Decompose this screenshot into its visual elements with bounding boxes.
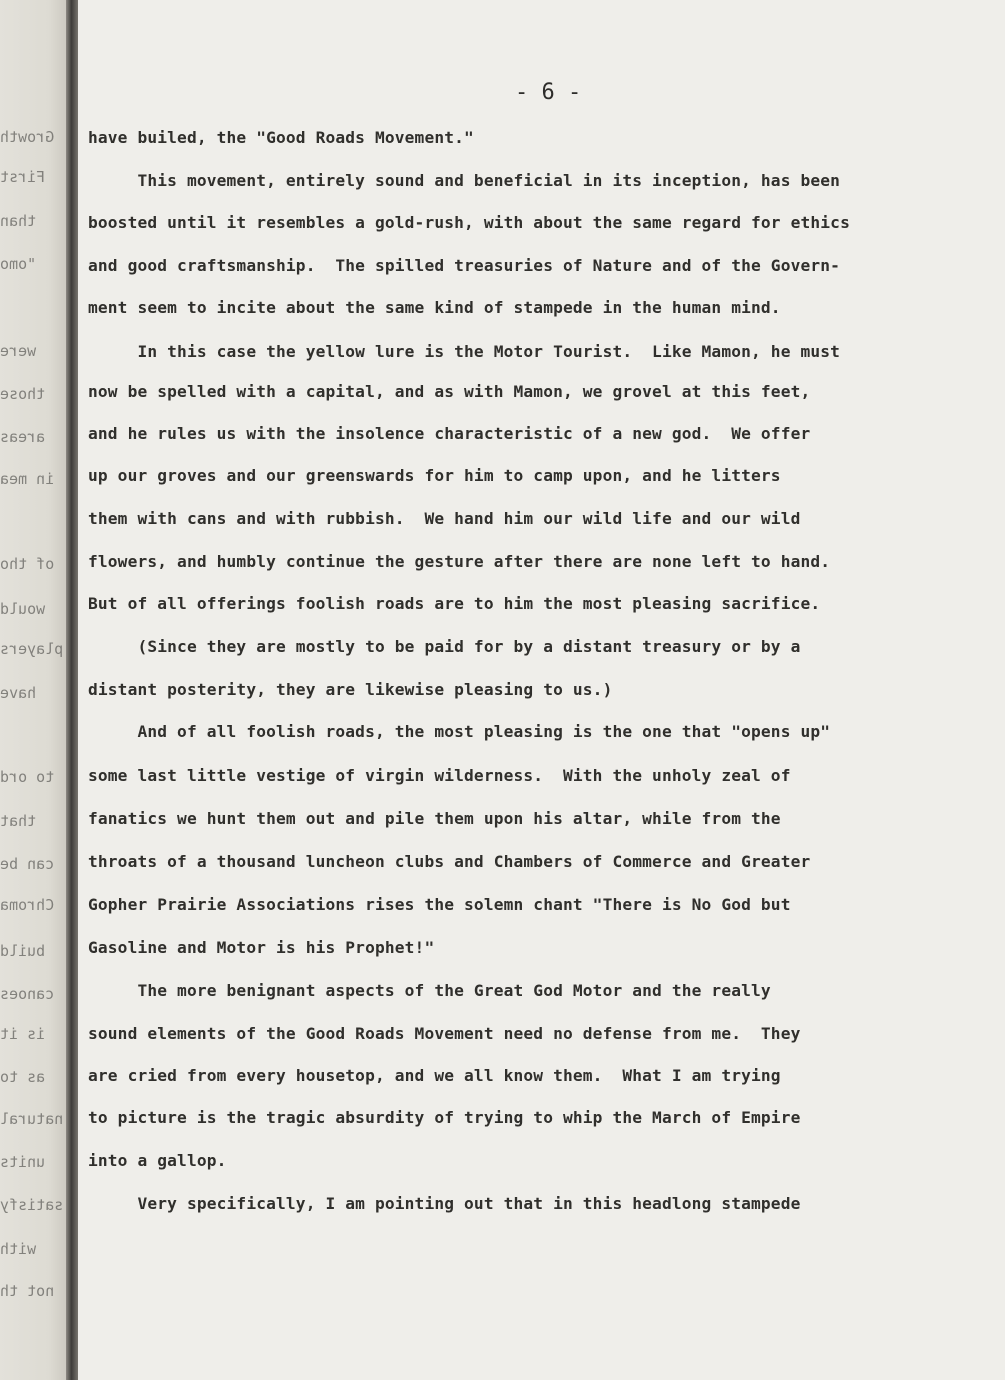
typewritten-page bbox=[78, 0, 1005, 1380]
bleed-through-text: were bbox=[0, 342, 37, 360]
bleed-through-text: than bbox=[0, 212, 37, 230]
bleed-through-text: "omo bbox=[0, 255, 37, 273]
text-line: and good craftsmanship. The spilled treasuries of Nature and of the Govern- bbox=[88, 256, 841, 275]
bleed-through-text: First bbox=[0, 168, 46, 186]
bleed-through-text: that bbox=[0, 812, 37, 830]
bleed-through-text: those bbox=[0, 385, 46, 403]
bleed-through-text: is it bbox=[0, 1025, 46, 1043]
text-line: ment seem to incite about the same kind of stampede in the human mind. bbox=[88, 298, 781, 317]
bleed-through-text: Chroma bbox=[0, 896, 55, 914]
bleed-through-text: in mea bbox=[0, 470, 55, 488]
bleed-through-text: units bbox=[0, 1153, 46, 1171]
text-line: This movement, entirely sound and beneficial in its inception, has been bbox=[88, 171, 841, 190]
text-line: them with cans and with rubbish. We hand him our wild life and our wild bbox=[88, 509, 801, 528]
text-line: into a gallop. bbox=[88, 1151, 227, 1170]
text-line: some last little vestige of virgin wilderness. With the unholy zeal of bbox=[88, 766, 791, 785]
text-line: But of all offerings foolish roads are to him the most pleasing sacrifice. bbox=[88, 594, 821, 613]
text-line: And of all foolish roads, the most pleasing is the one that "opens up" bbox=[88, 722, 831, 741]
text-line: sound elements of the Good Roads Movement need no defense from me. They bbox=[88, 1024, 801, 1043]
text-line: In this case the yellow lure is the Motor Tourist. Like Mamon, he must bbox=[88, 342, 841, 361]
text-line: throats of a thousand luncheon clubs and Chambers of Commerce and Greater bbox=[88, 852, 811, 871]
text-line: and he rules us with the insolence characteristic of a new god. We offer bbox=[88, 424, 811, 443]
text-line: to picture is the tragic absurdity of trying to whip the March of Empire bbox=[88, 1108, 801, 1127]
text-line: are cried from every housetop, and we all know them. What I am trying bbox=[88, 1066, 781, 1085]
bleed-through-text: to ord bbox=[0, 768, 55, 786]
bleed-through-text: players bbox=[0, 640, 64, 658]
text-line: flowers, and humbly continue the gesture after there are none left to hand. bbox=[88, 552, 831, 571]
bleed-through-text: satisfy bbox=[0, 1196, 64, 1214]
text-line: up our groves and our greenswards for him to camp upon, and he litters bbox=[88, 466, 781, 485]
text-line: Gopher Prairie Associations rises the solemn chant "There is No God but bbox=[88, 895, 791, 914]
bleed-through-text: canoes bbox=[0, 985, 55, 1003]
bleed-through-text: have bbox=[0, 684, 37, 702]
bleed-through-text: would bbox=[0, 600, 46, 618]
bleed-through-text: not th bbox=[0, 1282, 55, 1300]
text-line: Very specifically, I am pointing out that in this headlong stampede bbox=[88, 1194, 801, 1213]
bleed-through-text: as to bbox=[0, 1068, 46, 1086]
page-number: - 6 - bbox=[515, 80, 582, 105]
bleed-through-text: of tho bbox=[0, 555, 55, 573]
book-spine bbox=[66, 0, 78, 1380]
text-line: distant posterity, they are likewise pleasing to us.) bbox=[88, 680, 613, 699]
text-line: fanatics we hunt them out and pile them upon his altar, while from the bbox=[88, 809, 781, 828]
bleed-through-text: can be bbox=[0, 855, 55, 873]
text-line: The more benignant aspects of the Great God Motor and the really bbox=[88, 981, 771, 1000]
bleed-through-text: Growth bbox=[0, 128, 55, 146]
text-line: Gasoline and Motor is his Prophet!" bbox=[88, 938, 435, 957]
bleed-through-text: build bbox=[0, 942, 46, 960]
facing-page-edge bbox=[0, 0, 70, 1380]
bleed-through-text: with bbox=[0, 1240, 37, 1258]
text-line: now be spelled with a capital, and as with Mamon, we grovel at this feet, bbox=[88, 382, 811, 401]
text-line: boosted until it resembles a gold-rush, with about the same regard for ethics bbox=[88, 213, 850, 232]
bleed-through-text: areas bbox=[0, 428, 46, 446]
text-line: have builed, the "Good Roads Movement." bbox=[88, 128, 474, 147]
bleed-through-text: natural bbox=[0, 1110, 64, 1128]
text-line: (Since they are mostly to be paid for by a distant treasury or by a bbox=[88, 637, 801, 656]
